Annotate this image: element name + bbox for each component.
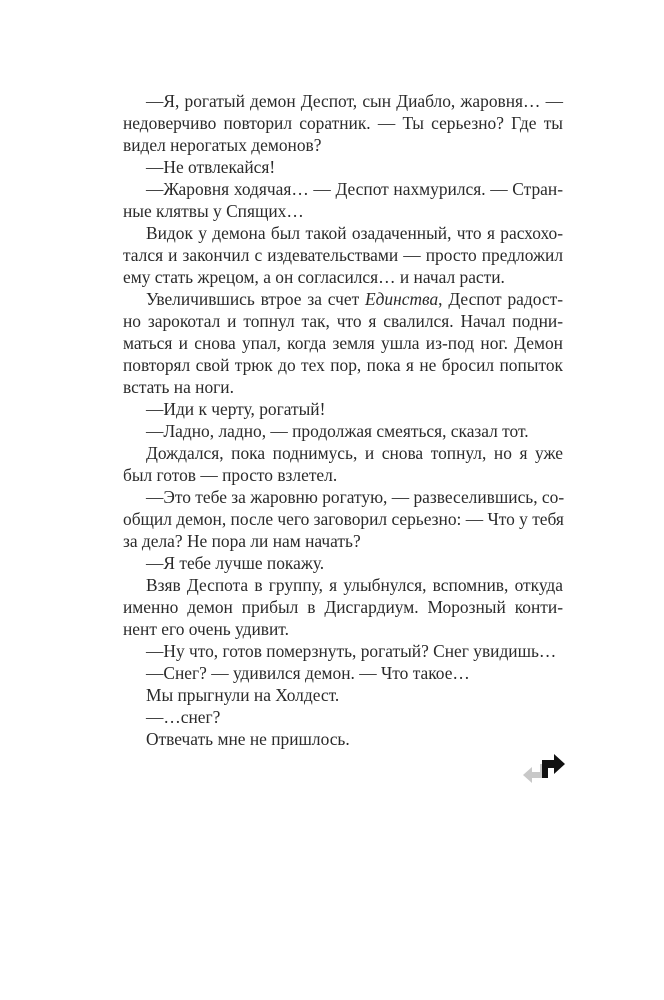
text-line: видел нерогатых демонов? [123, 135, 322, 155]
text-line: Взяв Деспота в группу, я улыбнулся, вспомнив, откуда [146, 575, 563, 595]
italic-text: Единства [365, 289, 439, 309]
text-segment: Увеличившись втрое за счет [146, 289, 366, 309]
text-line: Видок у демона был такой озадаченный, что я расхохо- [146, 223, 563, 243]
text-line: тался и закончил с издевательствами — просто предложил [123, 245, 563, 265]
page-navigation [518, 752, 568, 788]
text-line: ные клятвы у Спящих… [123, 201, 304, 221]
page-body-text [123, 90, 563, 750]
text-line: —Я тебе лучше покажу. [146, 553, 325, 573]
text-line: —Иди к черту, рогатый! [146, 399, 326, 419]
text-segment: , Деспот радост- [438, 289, 563, 309]
text-line: общил демон, после чего заговорил серьезно: — Что у тебя [123, 509, 564, 529]
text-line: был готов — просто взлетел. [123, 465, 338, 485]
text-line: Отвечать мне не пришлось. [146, 729, 350, 749]
arrow-forward-icon[interactable] [542, 754, 565, 778]
text-line: повторял свой трюк до тех пор, пока я не бросил попыток [123, 355, 563, 375]
text-line: встать на ноги. [123, 377, 234, 397]
text-line: нент его очень удивит. [123, 619, 289, 639]
text-line: за дела? Не пора ли нам начать? [123, 531, 361, 551]
text-line: Дождался, пока поднимусь, и снова топнул, но я уже [146, 443, 563, 463]
text-line: Мы прыгнули на Холдест. [146, 685, 340, 705]
text-line: —Жаровня ходячая… — Деспот нахмурился. — Стран- [146, 179, 563, 199]
text-line: недоверчиво повторил соратник. — Ты серьезно? Где ты [123, 113, 563, 133]
text-line: ему стать жрецом, а он согласился… и начал расти. [123, 267, 505, 287]
text-line: —Это тебе за жаровню рогатую, — развеселившись, со- [146, 487, 565, 507]
text-line [123, 288, 563, 310]
text-line: именно демон прибыл в Дисгардиум. Морозный конти- [123, 597, 563, 617]
text-line: —Ну что, готов померзнуть, рогатый? Снег увидишь… [146, 641, 557, 661]
text-line: —…снег? [146, 707, 221, 727]
text-line: —Я, рогатый демон Деспот, сын Диабло, жаровня… — [146, 91, 563, 111]
text-line: —Снег? — удивился демон. — Что такое… [146, 663, 470, 683]
text-line: —Не отвлекайся! [146, 157, 276, 177]
text-line: но зарокотал и топнул так, что я свалился. Начал подни- [123, 311, 563, 331]
text-line: —Ладно, ладно, — продолжая смеяться, сказал тот. [146, 421, 529, 441]
text-line: маться и снова упал, когда земля ушла из-под ног. Демон [123, 333, 563, 353]
